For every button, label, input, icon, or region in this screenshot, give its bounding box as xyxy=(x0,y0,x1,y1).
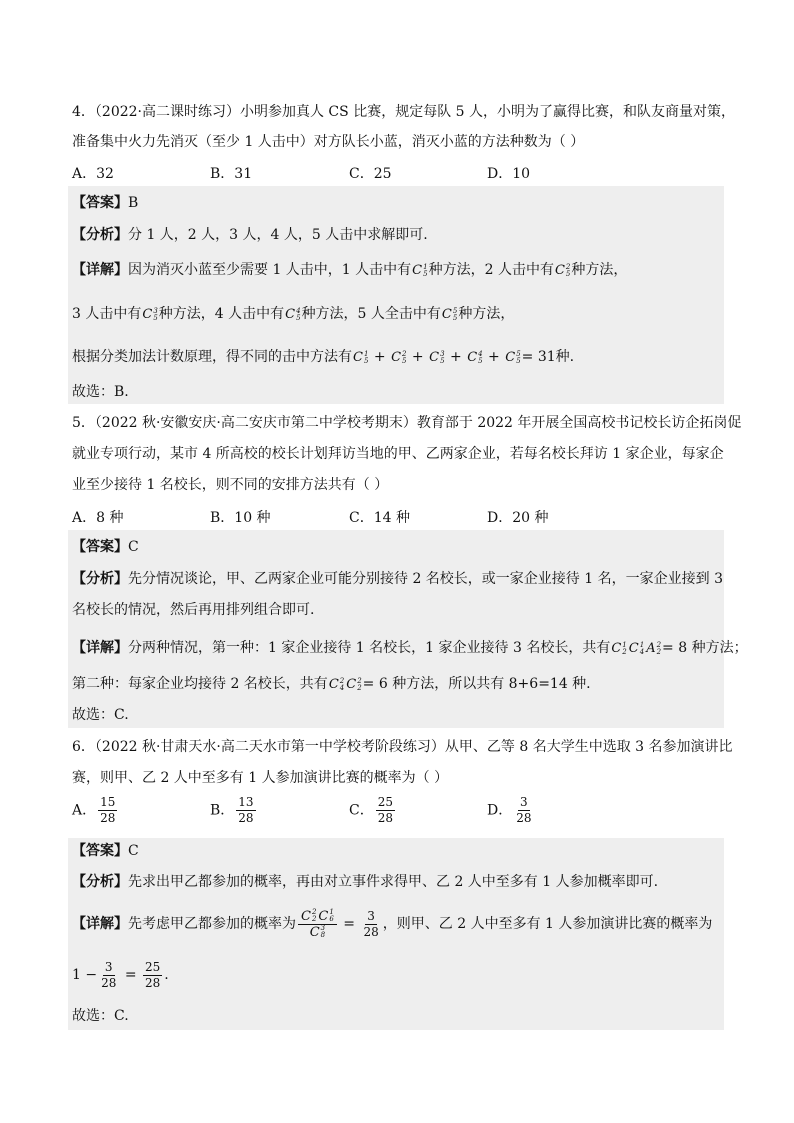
option-label: C． xyxy=(349,802,374,819)
q4-detail-text: 种方法，4 人击中有 xyxy=(158,306,285,322)
q6-answer-line xyxy=(72,841,139,861)
q5-option-d[interactable]: D．20 种 xyxy=(487,510,549,526)
q5-solution-block xyxy=(68,530,724,728)
q4-answer: B xyxy=(128,195,139,211)
formula-c41: C 1 4 xyxy=(628,641,645,656)
fraction xyxy=(376,795,395,826)
fraction-c22-over-c83 xyxy=(298,909,337,940)
q6-analysis-line xyxy=(72,872,658,892)
q5-analysis-line2: 名校长的情况，然后再用排列组合即可. xyxy=(72,602,315,618)
q5-detail-text: = 6 种方法，所以共有 8+6=14 种. xyxy=(362,676,591,692)
formula-c22: C 2 2 xyxy=(301,908,317,924)
q5-detail-text: = 8 种方法； xyxy=(662,640,748,656)
q4-detail-text: 因为消灭小蓝至少需要 1 人击中，1 人击中有 xyxy=(128,262,412,278)
q4-detail-tag: 【详解】 xyxy=(72,262,128,278)
q4-detail-text: 种方法， xyxy=(458,306,515,322)
fraction-numerator: 3 xyxy=(520,795,528,809)
formula-c55: C 5 5 xyxy=(505,350,521,365)
q4-detail-text: 3 人击中有 xyxy=(72,306,142,322)
q6-option-b[interactable] xyxy=(210,795,258,826)
q4-option-b[interactable]: B．31 xyxy=(210,166,253,182)
fraction-3-28: $\frac{3}{28}$ xyxy=(101,959,117,990)
formula-c54: C 4 5 xyxy=(467,350,483,365)
q5-detail-tag: 【详解】 xyxy=(72,640,128,656)
q6-detail-text: 先考虑甲乙都参加的概率为 xyxy=(128,916,296,932)
q5-option-c[interactable]: C．14 种 xyxy=(349,510,410,526)
fraction-denominator: 28 xyxy=(377,811,393,825)
formula-c52: C 2 5 xyxy=(554,263,571,278)
q6-option-a[interactable] xyxy=(72,795,119,826)
q5-answer-tag: 【答案】 xyxy=(72,539,128,555)
q4-stem-line2: 准备集中火力先消灭（至少 1 人击中）对方队长小蓝，消灭小蓝的方法种数为（ ） xyxy=(72,134,585,150)
fraction-numerator: 13 xyxy=(238,795,254,809)
fraction-numerator: 15 xyxy=(100,795,116,809)
q6-analysis-tag: 【分析】 xyxy=(72,874,128,890)
formula-c61: C 1 6 xyxy=(318,908,334,924)
q4-detail-text: 种方法，2 人击中有 xyxy=(428,262,554,278)
q4-analysis-tag: 【分析】 xyxy=(72,227,128,243)
q4-detail-line3: 根据分类加法计数原理，得不同的击中方法有 C 1 5 + C 2 5 + C 3 5 + C 4 5 + C 5 5 = 31种. xyxy=(72,347,574,368)
q5-detail-text: 分两种情况，第一种：1 家企业接待 1 名校长，1 家企业接待 3 名校长，共有 xyxy=(128,640,611,656)
q6-answer: C xyxy=(128,843,139,859)
q4-option-c[interactable]: C．25 xyxy=(349,166,392,182)
formula-c53: C 3 5 xyxy=(142,307,158,322)
q4-solution-block xyxy=(68,186,724,404)
option-label: D． xyxy=(487,802,513,819)
q4-detail-text: = 31种. xyxy=(521,349,575,365)
formula-c51: C 1 5 xyxy=(353,350,369,365)
q5-detail-line2 xyxy=(72,674,591,695)
fraction-3-28: $\frac{3}{28}$ xyxy=(363,908,379,939)
q4-answer-line xyxy=(72,193,138,213)
q4-stem-line1: 4．（2022·高二课时练习）小明参加真人 CS 比赛，规定每队 5 人，小明为了赢得比赛，和队友商量对策， xyxy=(72,104,735,120)
q4-detail-line1 xyxy=(72,260,627,281)
q5-analysis-line1 xyxy=(72,569,723,589)
option-label: A． xyxy=(72,802,97,819)
q6-conclusion: 故选：C. xyxy=(72,1008,129,1024)
q4-conclusion: 故选：B. xyxy=(72,384,129,400)
fraction-denominator: 28 xyxy=(238,811,254,825)
option-label: B． xyxy=(210,802,235,819)
q6-detail-text: ，则甲、乙 2 人中至多有 1 人参加演讲比赛的概率为 xyxy=(382,916,713,932)
q5-stem-line3: 业至少接待 1 名校长，则不同的安排方法共有（ ） xyxy=(72,477,389,493)
q5-answer-line xyxy=(72,537,139,557)
q5-detail-text: 第二种：每家企业均接待 2 名校长，共有 xyxy=(72,676,328,692)
fraction xyxy=(236,795,255,826)
fraction-denominator: 28 xyxy=(100,811,116,825)
q4-detail-text: 根据分类加法计数原理，得不同的击中方法有 xyxy=(72,349,352,365)
q6-detail-line2: 1 − $\frac{3}{28}$ = $\frac{25}{28}$ . xyxy=(72,959,169,990)
q6-stem-line1: 6．（2022 秋·甘肃天水·高二天水市第一中学校考阶段练习）从甲、乙等 8 名大学生中选取 3 名参加演讲比 xyxy=(72,739,733,755)
formula-c21: C 1 2 xyxy=(611,641,627,656)
q6-answer-tag: 【答案】 xyxy=(72,843,128,859)
q5-option-b[interactable]: B．10 种 xyxy=(210,510,271,526)
q5-stem-line1: 5．（2022 秋·安徽安庆·高二安庆市第二中学校考期末）教育部于 2022 年开展全国高校书记校长访企拓岗促 xyxy=(72,415,742,431)
formula-a22: A 2 2 xyxy=(646,641,662,656)
q5-option-a[interactable]: A．8 种 xyxy=(72,510,124,526)
formula-c51: C 1 5 xyxy=(412,263,428,278)
q5-answer: C xyxy=(128,539,139,555)
formula-c42: C 2 4 xyxy=(328,677,345,692)
q5-analysis: 先分情况谈论，甲、乙两家企业可能分别接待 2 名校长，或一家企业接待 1 名，一家企业接到 3 xyxy=(128,571,723,587)
q6-option-c[interactable] xyxy=(349,795,397,826)
q4-answer-tag: 【答案】 xyxy=(72,195,128,211)
q6-option-d[interactable] xyxy=(487,795,536,826)
formula-c52: C 2 5 xyxy=(391,350,407,365)
q5-stem-line2: 就业专项行动，某市 4 所高校的校长计划拜访当地的甲、乙两家企业，若每名校长拜访 1 家企业，每家企 xyxy=(72,446,724,462)
formula-c54: C 4 5 xyxy=(285,307,301,322)
q4-analysis: 分 1 人，2 人，3 人，4 人，5 人击中求解即可. xyxy=(128,227,428,243)
q5-conclusion: 故选：C. xyxy=(72,707,129,723)
q5-analysis-tag: 【分析】 xyxy=(72,571,128,587)
q4-detail-line2 xyxy=(72,304,514,325)
q4-detail-text: 种方法， xyxy=(571,262,628,278)
q4-option-a[interactable]: A．32 xyxy=(72,166,114,182)
q6-analysis: 先求出甲乙都参加的概率，再由对立事件求得甲、乙 2 人中至多有 1 人参加概率即可. xyxy=(128,874,659,890)
formula-c53: C 3 5 xyxy=(429,350,445,365)
q5-detail-line1 xyxy=(72,638,748,659)
q4-detail-text: 种方法，5 人全击中有 xyxy=(301,306,441,322)
fraction-numerator: 25 xyxy=(377,795,393,809)
formula-c55: C 5 5 xyxy=(441,307,458,322)
q6-detail-line1: 【详解】先考虑甲乙都参加的概率为 C 2 2 C 1 6 C 3 8 = $\frac{3}{28}$ ，则甲、乙 2 人中至多有 1 人参加演讲比赛的概率为 xyxy=(72,908,713,940)
q6-detail-text: 1 − xyxy=(72,967,98,983)
fraction xyxy=(98,795,117,826)
q4-option-d[interactable]: D．10 xyxy=(487,166,531,182)
fraction xyxy=(514,795,533,826)
q6-stem-line2: 赛，则甲、乙 2 人中至多有 1 人参加演讲比赛的概率为（ ） xyxy=(72,770,449,786)
q6-detail-tag: 【详解】 xyxy=(72,916,128,932)
formula-c22: C 2 2 xyxy=(346,677,362,692)
formula-c83: C 3 8 xyxy=(309,924,326,940)
q4-analysis-line xyxy=(72,225,428,245)
fraction-25-28: $\frac{25}{28}$ xyxy=(145,959,161,990)
fraction-denominator: 28 xyxy=(516,811,532,825)
